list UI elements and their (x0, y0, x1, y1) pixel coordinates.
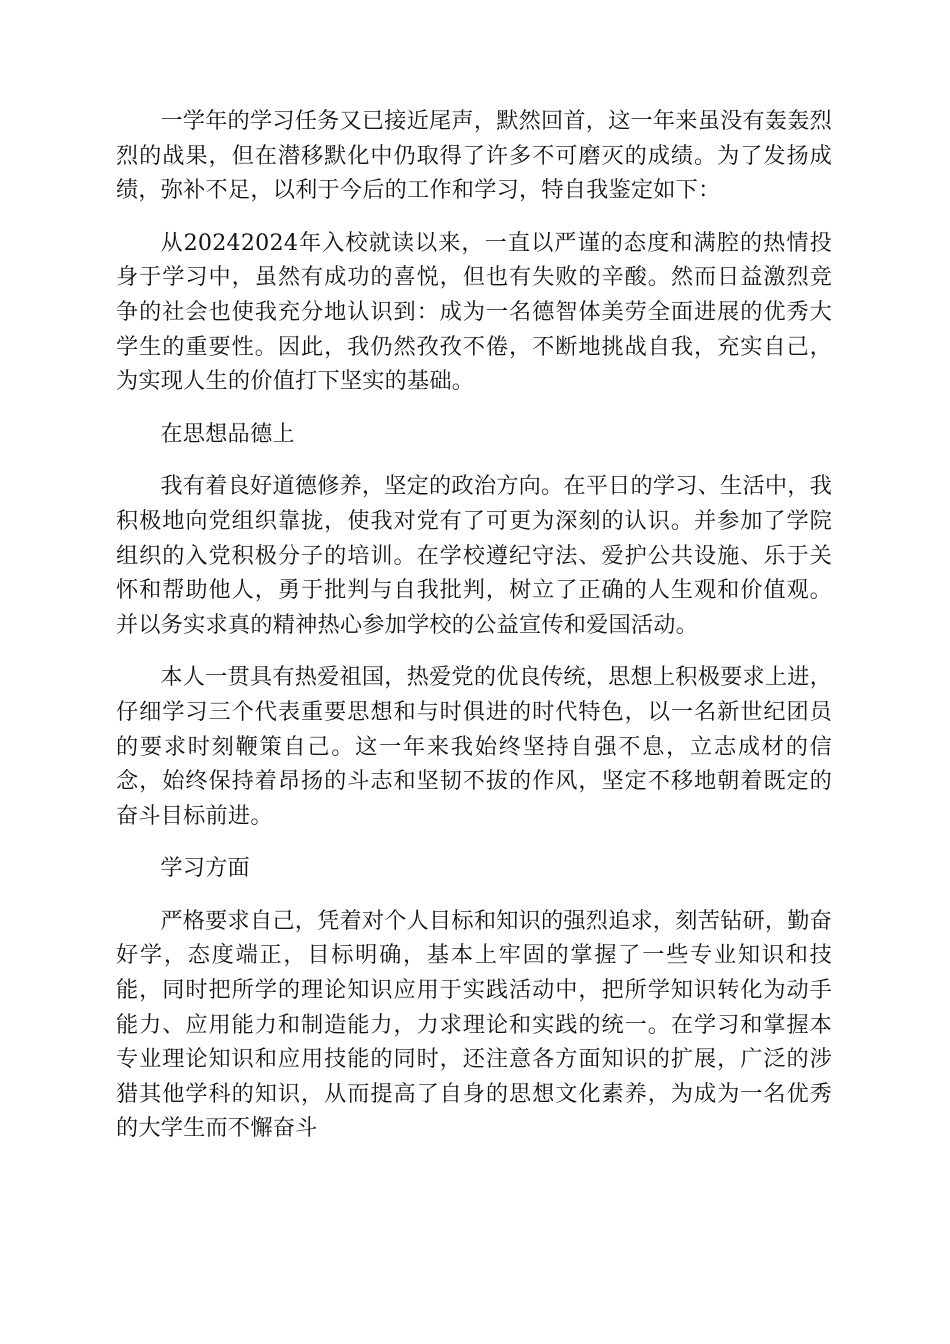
intro-paragraph: 一学年的学习任务又已接近尾声，默然回首，这一年来虽没有轰轰烈烈的战果，但在潜移默化中仍取得了许多不可磨灭的成绩。为了发扬成绩，弥补不足，以利于今后的工作和学习，特自我鉴定如下： (116, 108, 833, 204)
section-heading-study: 学习方面 (160, 855, 250, 882)
moral-paragraph: 我有着良好道德修养，坚定的政治方向。在平日的学习、生活中，我积极地向党组织靠拢，使我对党有了可更为深刻的认识。并参加了学院组织的入党积极分子的培训。在学校遵纪守法、爱护公共设施、乐于关怀和帮助他人，勇于批判与自我批判，树立了正确的人生观和价值观。并以务实求真的精神热心参加学校的公益宣传和爱国活动。 (116, 473, 833, 638)
document-body (116, 104, 832, 1164)
study-paragraph: 严格要求自己，凭着对个人目标和知识的强烈追求，刻苦钻研，勤奋好学，态度端正，目标明确，基本上牢固的掌握了一些专业知识和技能，同时把所学的理论知识应用于实践活动中，把所学知识转化为动手能力、应用能力和制造能力，力求理论和实践的统一。在学习和掌握本专业理论知识和应用技能的同时，还注意各方面知识的扩展，广泛的涉猎其他学科的知识，从而提高了自身的思想文化素养，为成为一名优秀的大学生而不懈奋斗 (116, 907, 833, 1142)
section-heading-moral: 在思想品德上 (160, 420, 295, 447)
patriotism-paragraph: 本人一贯具有热爱祖国，热爱党的优良传统，思想上积极要求上进，仔细学习三个代表重要思想和与时俱进的时代特色，以一名新世纪团员的要求时刻鞭策自己。这一年来我始终坚持自强不息，立志成材的信念，始终保持着昂扬的斗志和坚韧不拔的作风，坚定不移地朝着既定的奋斗目标前进。 (116, 664, 833, 829)
enrollment-paragraph: 从20242024年入校就读以来，一直以严谨的态度和满腔的热情投身于学习中，虽然有成功的喜悦，但也有失败的辛酸。然而日益激烈竞争的社会也使我充分地认识到：成为一名德智体美劳全面进展的优秀大学生的重要性。因此，我仍然孜孜不倦，不断地挑战自我，充实自己，为实现人生的价值打下坚实的基础。 (116, 229, 832, 395)
